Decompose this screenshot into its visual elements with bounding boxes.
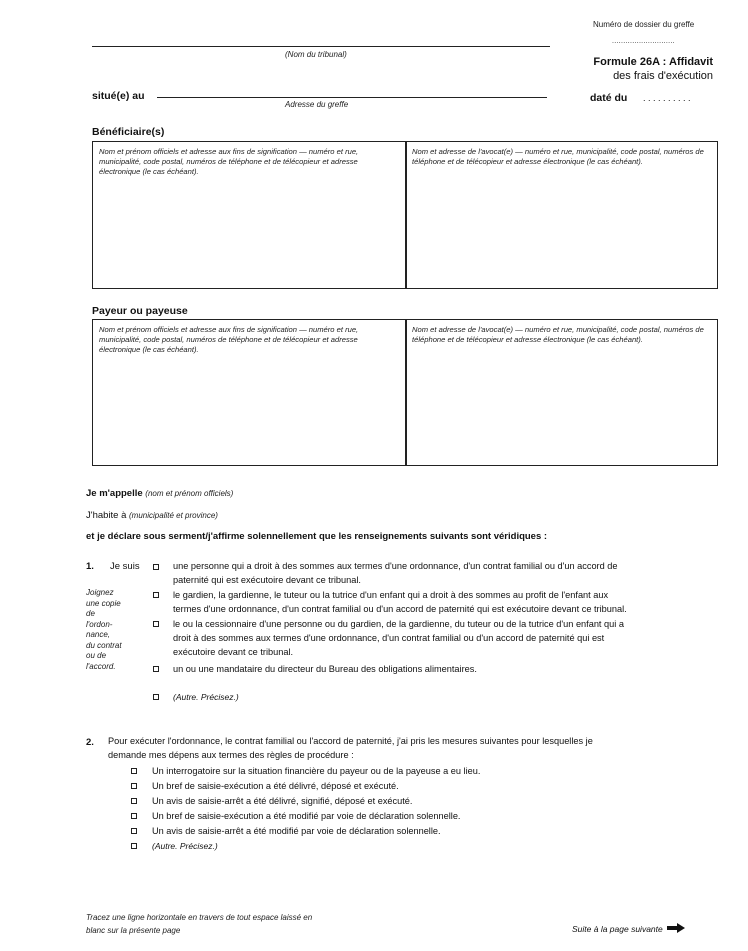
section2-intro-line1: Pour exécuter l'ordonnance, le contrat familial ou l'accord de paternité, j'ai pris les mesures suivantes pour lesquelles je: [108, 736, 593, 746]
declarant-lives-row[interactable]: [86, 510, 218, 521]
court-file-number-label: Numéro de dossier du greffe: [593, 20, 695, 29]
dated-field[interactable]: . . . . . . . . . .: [643, 93, 691, 103]
action-garnishment: Un avis de saisie-arrêt a été délivré, signifié, déposé et exécuté.: [152, 796, 413, 806]
sidenote-line: nance,: [86, 630, 111, 639]
form-title-line2: des frais d'exécution: [613, 70, 713, 82]
recipient-lawyer-box[interactable]: [405, 141, 718, 289]
declarant-name-caption: (nom et prénom officiels): [145, 489, 234, 498]
payor-lawyer-box[interactable]: [405, 319, 718, 466]
declarant-lives-caption: (municipalité et province): [129, 511, 218, 520]
recipient-name-box-text: Nom et prénom officiels et adresse aux fins de signification — numéro et rue, municipalité, code postal, numéros de téléphone et de télécopieur et adresse électronique (le cas échéant).: [99, 147, 359, 176]
instruction-line2: blanc sur la présente page: [86, 926, 181, 935]
blank-space-instruction: [86, 911, 312, 937]
option-text: (Autre. Précisez.): [173, 692, 239, 702]
sidenote-line: une copie: [86, 598, 121, 608]
dated-label: daté du: [590, 92, 628, 104]
option-text: exécutoire devant ce tribunal.: [173, 647, 294, 657]
section2-intro: [108, 734, 718, 762]
action-other: (Autre. Précisez.): [152, 841, 218, 851]
action-checkbox-writ-amended[interactable]: [131, 813, 137, 819]
section2-number: 2.: [86, 737, 94, 748]
section2-intro-line2: demande mes dépens aux termes des règles de procédure :: [108, 750, 354, 760]
court-name-line[interactable]: [92, 46, 550, 47]
option-guardian: [173, 588, 718, 616]
declarant-name-row[interactable]: [86, 488, 233, 499]
action-checkbox-garnishment[interactable]: [131, 798, 137, 804]
oath-statement: et je déclare sous serment/j'affirme solennellement que les renseignements suivants sont véridiques :: [86, 531, 548, 542]
action-checkbox-other[interactable]: [131, 843, 137, 849]
option-checkbox-fro-agent[interactable]: [153, 666, 159, 672]
payor-heading: Payeur ou payeuse: [92, 305, 188, 317]
option-checkbox-guardian[interactable]: [153, 592, 159, 598]
option-text: paternité qui est exécutoire devant ce tribunal.: [173, 575, 361, 585]
option-text: le ou la cessionnaire d'une personne ou du gardien, de la gardienne, du tuteur ou de la tutrice d'un enfant qui a: [173, 619, 624, 629]
right-arrow-icon: [667, 923, 685, 935]
sidenote-line: Joignez: [86, 588, 114, 597]
section1-lead: Je suis: [110, 561, 140, 572]
action-examination: Un interrogatoire sur la situation financière du payeur ou de la payeuse a eu lieu.: [152, 766, 481, 776]
option-checkbox-entitled-person[interactable]: [153, 564, 159, 570]
attach-copy-sidenote: [86, 588, 122, 672]
option-other: [173, 690, 239, 704]
sidenote-line: du contrat: [86, 640, 122, 650]
continued-label: Suite à la page suivante: [572, 924, 663, 934]
court-name-caption: (Nom du tribunal): [285, 50, 347, 59]
payor-name-box-text: Nom et prénom officiels et adresse aux fins de signification — numéro et rue, municipalité, code postal, numéros de téléphone et de télécopieur et adresse électronique (le cas échéant).: [99, 325, 359, 354]
action-garnishment-amended: Un avis de saisie-arrêt a été modifié par voie de déclaration solennelle.: [152, 826, 441, 836]
form-title: [578, 55, 713, 83]
payor-name-box[interactable]: [92, 319, 407, 466]
option-checkbox-assignee[interactable]: [153, 621, 159, 627]
sidenote-line: l'ordon-: [86, 619, 113, 629]
payor-lawyer-box-text: Nom et adresse de l'avocat(e) — numéro et rue, municipalité, code postal, numéros de téléphone et de télécopieur et adresse électronique (le cas échéant).: [412, 325, 704, 344]
option-checkbox-other[interactable]: [153, 694, 159, 700]
action-checkbox-examination[interactable]: [131, 768, 137, 774]
recipient-heading: Bénéficiaire(s): [92, 126, 165, 138]
sidenote-line: ou de: [86, 651, 107, 660]
section1-number: 1.: [86, 561, 94, 572]
option-text: un ou une mandataire du directeur du Bureau des obligations alimentaires.: [173, 664, 477, 674]
sidenote-line: l'accord.: [86, 661, 116, 671]
recipient-name-box[interactable]: [92, 141, 407, 289]
option-text: droit à des sommes aux termes d'une ordonnance, d'un contrat familial ou d'un accord de paternité qui est: [173, 633, 605, 643]
located-at-label: situé(e) au: [92, 90, 145, 102]
continued-next-page: [572, 923, 685, 935]
sidenote-line: de: [86, 609, 95, 618]
option-text: termes d'une ordonnance, d'un contrat familial ou d'un accord de paternité qui est exécutoire devant ce tribunal.: [173, 604, 627, 614]
option-fro-agent: [173, 662, 477, 676]
option-assignee: [173, 617, 718, 659]
option-entitled-person: [173, 559, 718, 587]
form-title-line1: Formule 26A : Affidavit: [593, 56, 713, 68]
action-checkbox-garnishment-amended[interactable]: [131, 828, 137, 834]
recipient-lawyer-box-text: Nom et adresse de l'avocat(e) — numéro et rue, municipalité, code postal, numéros de téléphone et de télécopieur et adresse électronique (le cas échéant).: [412, 147, 704, 166]
option-text: une personne qui a droit à des sommes aux termes d'une ordonnance, d'un contrat familial ou d'un accord de: [173, 561, 618, 571]
court-file-number-field[interactable]: ............................: [612, 38, 675, 45]
declarant-lives-label: J'habite à: [86, 510, 127, 521]
declarant-name-label: Je m'appelle: [86, 488, 143, 499]
instruction-line1: Tracez une ligne horizontale en travers de tout espace laissé en: [86, 913, 313, 922]
option-text: le gardien, la gardienne, le tuteur ou la tutrice d'un enfant qui a droit à des sommes au profit de l'enfant aux: [173, 590, 609, 600]
action-writ-seizure: Un bref de saisie-exécution a été délivré, déposé et exécuté.: [152, 781, 399, 791]
court-address-caption: Adresse du greffe: [285, 100, 349, 109]
action-writ-amended: Un bref de saisie-exécution a été modifié par voie de déclaration solennelle.: [152, 811, 461, 821]
action-checkbox-writ-seizure[interactable]: [131, 783, 137, 789]
court-address-line[interactable]: [157, 97, 547, 98]
